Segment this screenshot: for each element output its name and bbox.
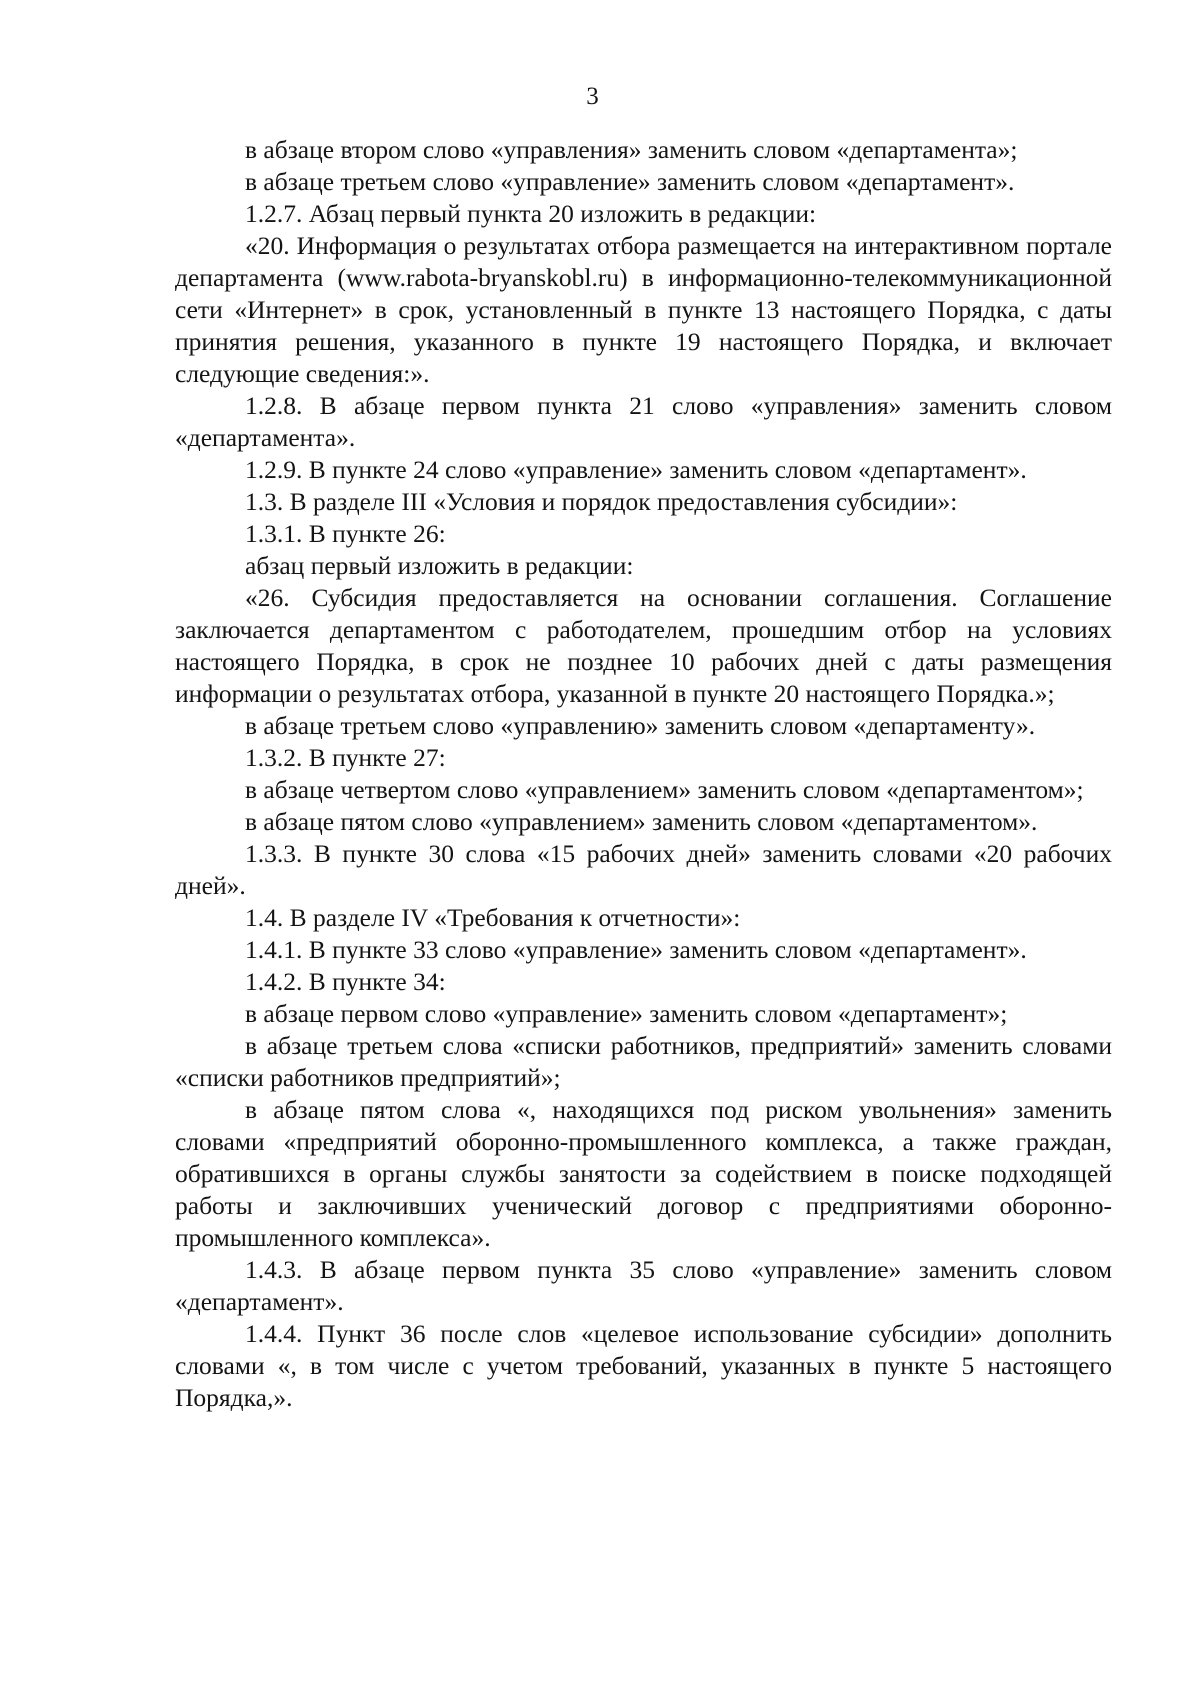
- paragraph-23: 1.4.4. Пункт 36 после слов «целевое использование субсидии» дополнить словами «, в том числе с учетом требований, указанных в пункте 5 настоящего Порядка,».: [175, 1319, 1112, 1412]
- paragraph-14: в абзаце пятом слово «управлением» заменить словом «департаментом».: [245, 807, 1038, 836]
- paragraph-8: 1.3.1. В пункте 26:: [245, 519, 446, 548]
- paragraph-7: 1.3. В разделе III «Условия и порядок предоставления субсидии»:: [245, 487, 958, 516]
- paragraph-5: 1.2.8. В абзаце первом пункта 21 слово «управления» заменить словом «департамента».: [175, 391, 1112, 452]
- paragraph-12: 1.3.2. В пункте 27:: [245, 743, 446, 772]
- paragraph-2: в абзаце третьем слово «управление» заменить словом «департамент».: [245, 167, 1015, 196]
- paragraph-1: в абзаце втором слово «управления» заменить словом «департамента»;: [245, 135, 1018, 164]
- page-number: 3: [586, 83, 599, 110]
- paragraph-21: в абзаце пятом слова «, находящихся под риском увольнения» заменить словами «предприятий оборонно-промышленного комплекса, а также граждан, обратившихся в органы службы занятости за содействием в поиске подходящей работы и заключивших ученический договор с предприятиями оборонно-промышленного комплекса».: [175, 1095, 1112, 1252]
- paragraph-22: 1.4.3. В абзаце первом пункта 35 слово «управление» заменить словом «департамент».: [175, 1255, 1112, 1316]
- paragraph-13: в абзаце четвертом слово «управлением» заменить словом «департаментом»;: [245, 775, 1084, 804]
- paragraph-16: 1.4. В разделе IV «Требования к отчетности»:: [245, 903, 741, 932]
- paragraph-9: абзац первый изложить в редакции:: [245, 551, 634, 580]
- paragraph-4: «20. Информация о результатах отбора размещается на интерактивном портале департамента (www.rabota-bryanskobl.ru) в информационно-телекоммуникационной сети «Интернет» в срок, установленный в пункте 13 настоящего Порядка, с даты принятия решения, указанного в пункте 19 настоящего Порядка, и включает следующие сведения:».: [175, 231, 1112, 388]
- document-body: [175, 134, 1112, 1414]
- paragraph-15: 1.3.3. В пункте 30 слова «15 рабочих дней» заменить словами «20 рабочих дней».: [175, 839, 1112, 900]
- paragraph-18: 1.4.2. В пункте 34:: [245, 967, 446, 996]
- paragraph-10: «26. Субсидия предоставляется на основании соглашения. Соглашение заключается департаментом с работодателем, прошедшим отбор на условиях настоящего Порядка, в срок не позднее 10 рабочих дней с даты размещения информации о результатах отбора, указанной в пункте 20 настоящего Порядка.»;: [175, 583, 1112, 708]
- paragraph-11: в абзаце третьем слово «управлению» заменить словом «департаменту».: [245, 711, 1036, 740]
- paragraph-17: 1.4.1. В пункте 33 слово «управление» заменить словом «департамент».: [245, 935, 1027, 964]
- paragraph-19: в абзаце первом слово «управление» заменить словом «департамент»;: [245, 999, 1008, 1028]
- paragraph-6: 1.2.9. В пункте 24 слово «управление» заменить словом «департамент».: [245, 455, 1027, 484]
- paragraph-20: в абзаце третьем слова «списки работников, предприятий» заменить словами «списки работников предприятий»;: [175, 1031, 1112, 1092]
- paragraph-3: 1.2.7. Абзац первый пункта 20 изложить в редакции:: [245, 199, 817, 228]
